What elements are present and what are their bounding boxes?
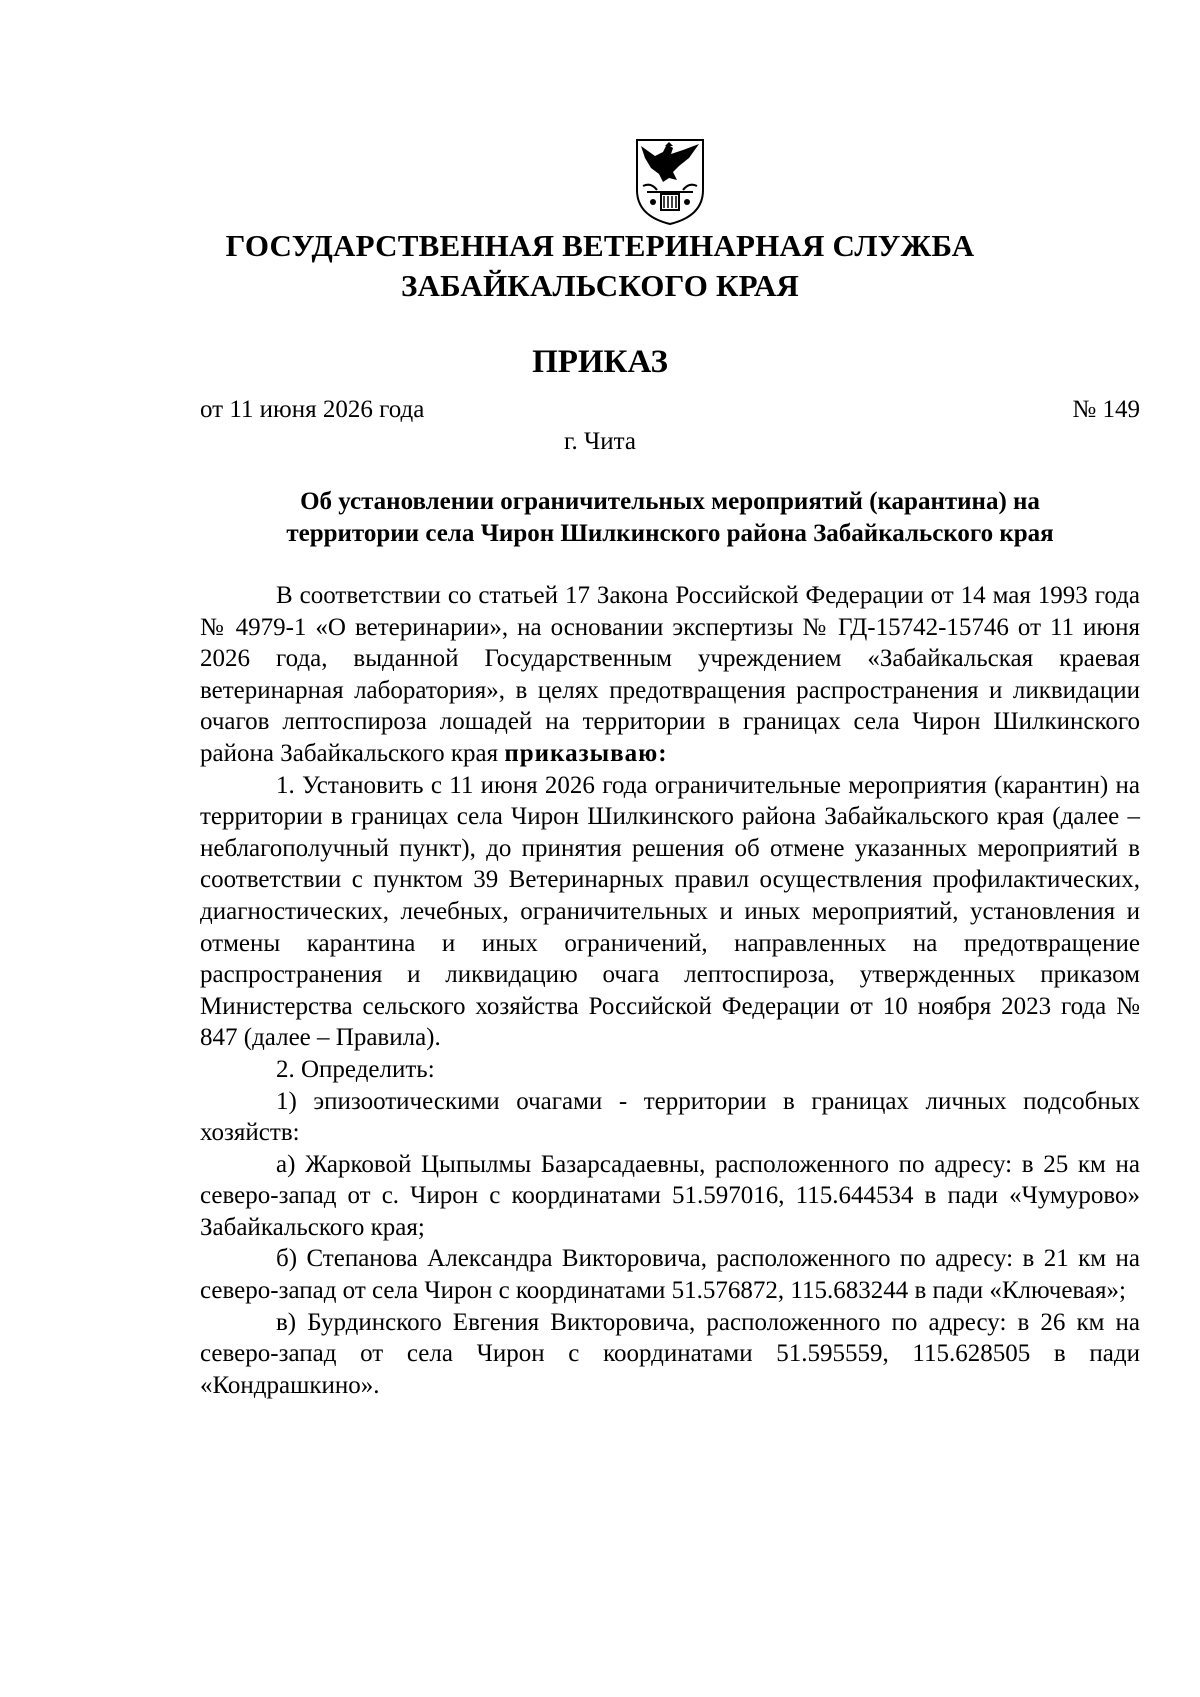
org-name-line-1: ГОСУДАРСТВЕННАЯ ВЕТЕРИНАРНАЯ СЛУЖБА xyxy=(225,228,975,263)
item-2-1-a-paragraph: а) Жарковой Цыпылмы Базарсадаевны, расположенного по адресу: в 25 км на северо-запад от с. Чирон с координатами 51.597016, 115.644534 в пади «Чумурово» Забайкальского края; xyxy=(200,1150,1140,1241)
date-number-line xyxy=(200,396,1140,424)
subject-line-1: Об установлении ограничительных мероприятий (карантина) на xyxy=(300,488,1040,515)
org-name-line-2: ЗАБАЙКАЛЬСКОГО КРАЯ xyxy=(400,268,800,303)
item-2-1-c-paragraph: в) Бурдинского Евгения Викторовича, расположенного по адресу: в 26 км на северо-запад от села Чирон с координатами 51.595559, 115.628505 в пади «Кондрашкино». xyxy=(200,1308,1140,1399)
document-type-title: ПРИКАЗ xyxy=(532,344,668,380)
document-body xyxy=(200,580,1140,1401)
item-2-1-paragraph: 1) эпизоотическими очагами - территории в границах личных подсобных хозяйств: xyxy=(200,1087,1140,1147)
organization-name xyxy=(0,226,1200,306)
document-subject xyxy=(200,486,1140,550)
item-1-paragraph: 1. Установить с 11 июня 2026 года ограничительные мероприятия (карантин) на территории в границах села Чирон Шилкинского района Забайкальского края (далее – неблагополучный пункт), до принятия решения об отмене указанных мероприятий в соответствии с пунктом 39 Ветеринарных правил осуществления профилактических, диагностических, лечебных, ограничительных и иных мероприятий, установления и отмены карантина и иных ограничений, направленных на предотвращение распространения и ликвидацию очага лептоспироза, утвержденных приказом Министерства сельского хозяйства Российской Федерации от 10 ноября 2023 года № 847 (далее – Правила). xyxy=(200,771,1140,1052)
preamble-paragraph xyxy=(200,580,1140,770)
document-city: г. Чита xyxy=(564,428,636,455)
coat-of-arms-icon xyxy=(633,138,707,226)
document-date: от 11 июня 2026 года xyxy=(200,396,425,423)
item-2-paragraph: 2. Определить: xyxy=(276,1055,435,1083)
subject-line-2: территории села Чирон Шилкинского района Забайкальского края xyxy=(286,520,1054,547)
item-2-1-b-paragraph: б) Степанова Александра Викторовича, расположенного по адресу: в 21 км на северо-запад от села Чирон с координатами 51.576872, 115.683244 в пади «Ключевая»; xyxy=(200,1245,1140,1305)
document-number: № 149 xyxy=(1072,396,1140,423)
order-word: приказываю: xyxy=(504,739,668,767)
preamble-text: В соответствии со статьей 17 Закона Российской Федерации от 14 мая 1993 года № 4979-1 «О ветеринарии», на основании экспертизы № ГД-15742-15746 от 11 июня 2026 года, выданной Государственным учреждением «Забайкальская краевая ветеринарная лаборатория», в целях предотвращения распространения и ликвидации очагов лептоспироза лошадей на территории в границах села Чирон Шилкинского района Забайкальского края xyxy=(200,582,1140,767)
